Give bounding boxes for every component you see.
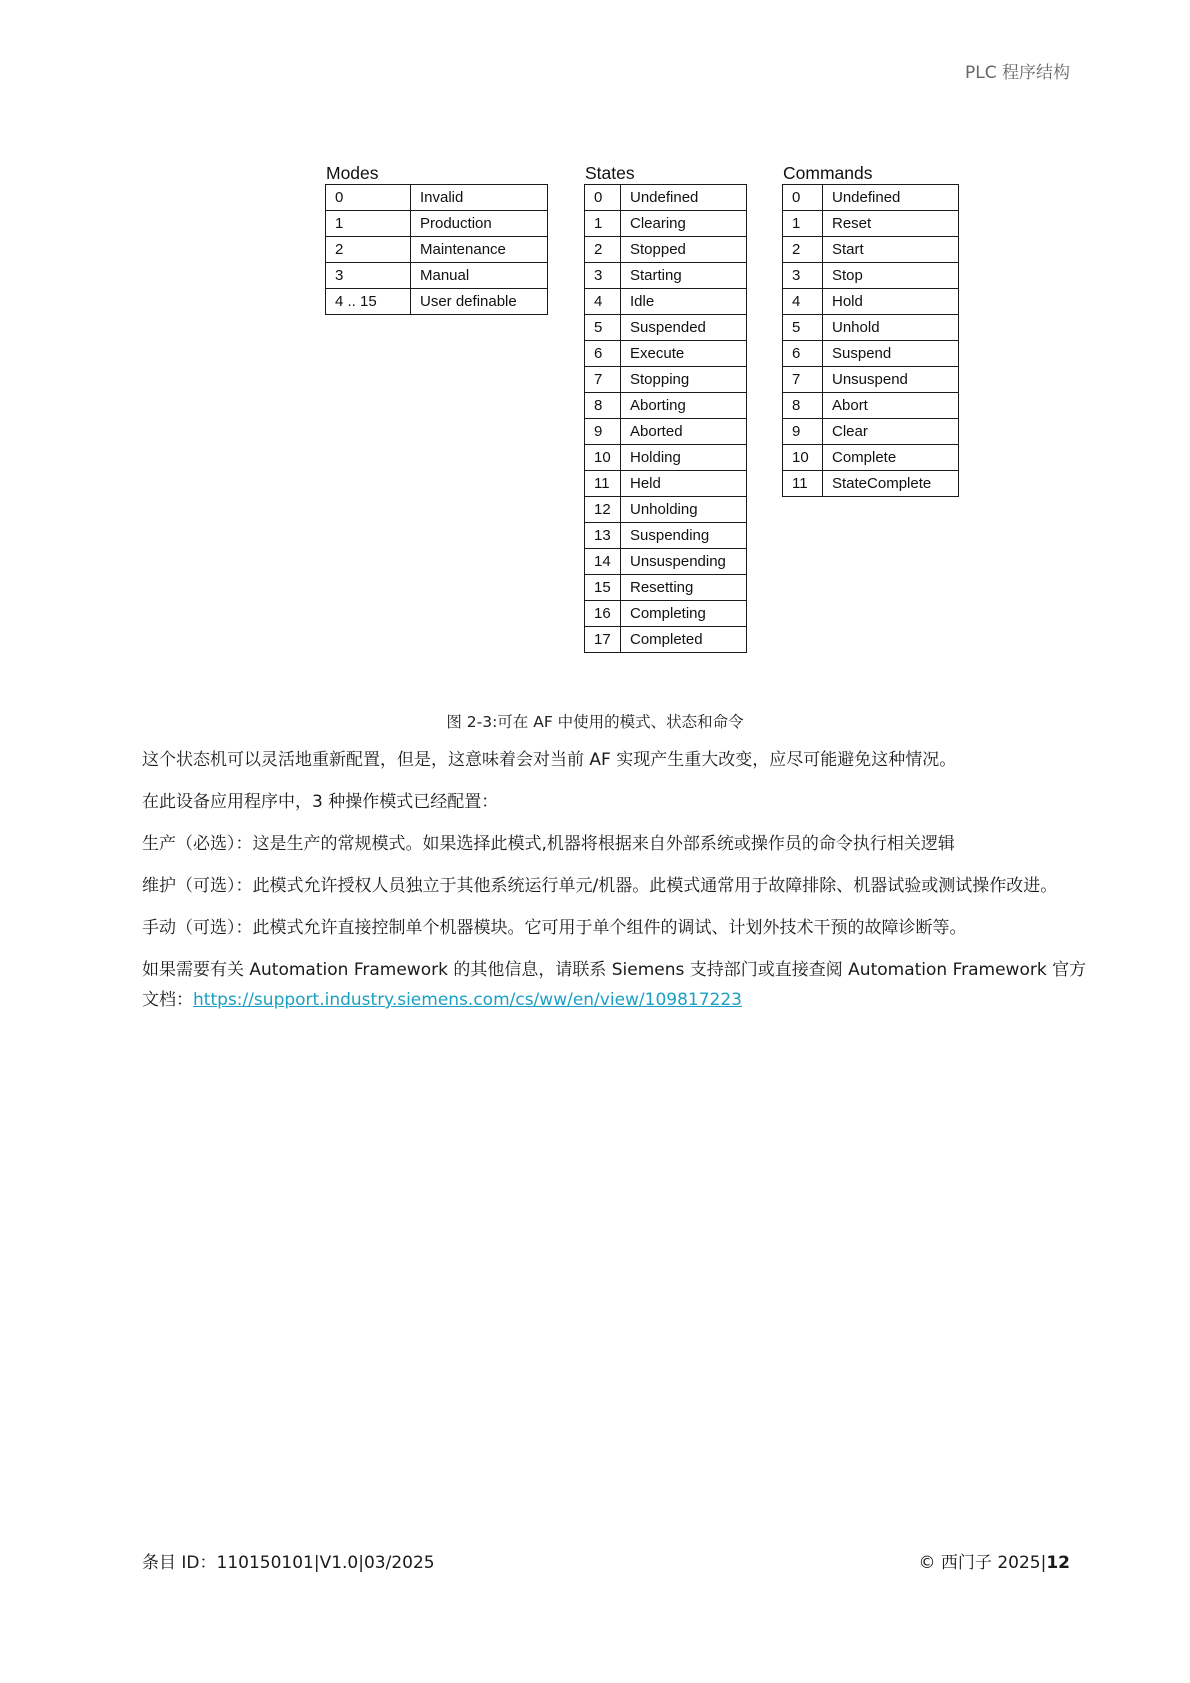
states-label: Starting — [621, 263, 747, 289]
commands-code: 8 — [783, 393, 823, 419]
states-row — [585, 263, 747, 289]
commands-row — [783, 393, 959, 419]
commands-label: Abort — [823, 393, 959, 419]
states-row — [585, 289, 747, 315]
paragraph-1: 这个状态机可以灵活地重新配置，但是，这意味着会对当前 AF 实现产生重大改变，应尽可能避免这种情况。 — [142, 750, 957, 770]
commands-label: Suspend — [823, 341, 959, 367]
states-code: 12 — [585, 497, 621, 523]
commands-label: Undefined — [823, 185, 959, 211]
modes-title: Modes — [326, 163, 379, 183]
commands-table-block — [782, 162, 959, 497]
states-label: Stopped — [621, 237, 747, 263]
states-row — [585, 419, 747, 445]
commands-row — [783, 419, 959, 445]
paragraph-6-text: 如果需要有关 Automation Framework 的其他信息，请联系 Siemens 支持部门或直接查阅 Automation Framework 官方文档： — [142, 960, 1087, 1010]
states-code: 8 — [585, 393, 621, 419]
modes-row — [326, 237, 548, 263]
states-row — [585, 497, 747, 523]
states-row — [585, 367, 747, 393]
states-label: Suspended — [621, 315, 747, 341]
commands-code: 1 — [783, 211, 823, 237]
paragraph-5: 手动（可选）：此模式允许直接控制单个机器模块。它可用于单个组件的调试、计划外技术干预的故障诊断等。 — [142, 918, 967, 938]
states-row — [585, 445, 747, 471]
states-row — [585, 471, 747, 497]
commands-label: Complete — [823, 445, 959, 471]
commands-table — [782, 184, 959, 497]
commands-label: Hold — [823, 289, 959, 315]
states-row — [585, 341, 747, 367]
states-row — [585, 523, 747, 549]
footer-copyright — [919, 1548, 1070, 1573]
commands-label: Unsuspend — [823, 367, 959, 393]
states-label: Completed — [621, 627, 747, 653]
modes-row — [326, 263, 548, 289]
modes-label: Manual — [411, 263, 548, 289]
states-code: 17 — [585, 627, 621, 653]
states-table — [584, 184, 747, 653]
modes-label: Invalid — [411, 185, 548, 211]
states-code: 9 — [585, 419, 621, 445]
states-label: Resetting — [621, 575, 747, 601]
states-row — [585, 601, 747, 627]
modes-row — [326, 211, 548, 237]
commands-code: 5 — [783, 315, 823, 341]
page-header-title: PLC 程序结构 — [965, 63, 1070, 83]
paragraph-4: 维护（可选）：此模式允许授权人员独立于其他系统运行单元/机器。此模式通常用于故障排除、机器试验或测试操作改进。 — [142, 876, 1058, 896]
modes-row — [326, 185, 548, 211]
modes-code: 4 .. 15 — [326, 289, 411, 315]
states-label: Aborted — [621, 419, 747, 445]
commands-label: Start — [823, 237, 959, 263]
states-row — [585, 549, 747, 575]
states-code: 10 — [585, 445, 621, 471]
states-code: 13 — [585, 523, 621, 549]
commands-label: Unhold — [823, 315, 959, 341]
commands-code: 9 — [783, 419, 823, 445]
states-label: Suspending — [621, 523, 747, 549]
states-row — [585, 393, 747, 419]
body-text — [142, 745, 1102, 1027]
states-code: 5 — [585, 315, 621, 341]
footer-copyright-text: © 西门子 2025| — [918, 1553, 1047, 1573]
states-code: 16 — [585, 601, 621, 627]
paragraph-6 — [142, 955, 1102, 1015]
paragraph-2: 在此设备应用程序中，3 种操作模式已经配置： — [142, 792, 499, 812]
states-table-block — [584, 162, 747, 653]
commands-row — [783, 445, 959, 471]
modes-code: 3 — [326, 263, 411, 289]
states-label: Aborting — [621, 393, 747, 419]
commands-row — [783, 341, 959, 367]
commands-code: 0 — [783, 185, 823, 211]
states-label: Held — [621, 471, 747, 497]
commands-label: Stop — [823, 263, 959, 289]
commands-row — [783, 367, 959, 393]
states-row — [585, 211, 747, 237]
states-label: Completing — [621, 601, 747, 627]
commands-row — [783, 237, 959, 263]
commands-code: 7 — [783, 367, 823, 393]
commands-row — [783, 211, 959, 237]
states-code: 15 — [585, 575, 621, 601]
figure-tables — [0, 162, 1190, 702]
commands-label: Clear — [823, 419, 959, 445]
commands-label: StateComplete — [823, 471, 959, 497]
modes-code: 2 — [326, 237, 411, 263]
states-label: Undefined — [621, 185, 747, 211]
states-row — [585, 185, 747, 211]
commands-code: 2 — [783, 237, 823, 263]
states-label: Clearing — [621, 211, 747, 237]
commands-title: Commands — [783, 163, 873, 183]
states-code: 3 — [585, 263, 621, 289]
modes-label: User definable — [411, 289, 548, 315]
states-label: Execute — [621, 341, 747, 367]
states-code: 1 — [585, 211, 621, 237]
states-row — [585, 315, 747, 341]
footer-entry-id: 条目 ID：110150101|V1.0|03/2025 — [142, 1553, 435, 1573]
commands-row — [783, 471, 959, 497]
modes-label: Production — [411, 211, 548, 237]
modes-label: Maintenance — [411, 237, 548, 263]
commands-label: Reset — [823, 211, 959, 237]
states-label: Unholding — [621, 497, 747, 523]
modes-code: 1 — [326, 211, 411, 237]
modes-row — [326, 289, 548, 315]
states-label: Idle — [621, 289, 747, 315]
commands-code: 11 — [783, 471, 823, 497]
states-code: 11 — [585, 471, 621, 497]
states-code: 0 — [585, 185, 621, 211]
modes-table-block — [325, 162, 548, 315]
paragraph-3: 生产（必选）：这是生产的常规模式。如果选择此模式,机器将根据来自外部系统或操作员的命令执行相关逻辑 — [142, 834, 955, 854]
states-row — [585, 627, 747, 653]
commands-code: 6 — [783, 341, 823, 367]
states-label: Holding — [621, 445, 747, 471]
states-code: 7 — [585, 367, 621, 393]
commands-row — [783, 315, 959, 341]
commands-code: 4 — [783, 289, 823, 315]
states-label: Unsuspending — [621, 549, 747, 575]
states-row — [585, 575, 747, 601]
modes-code: 0 — [326, 185, 411, 211]
states-code: 2 — [585, 237, 621, 263]
states-row — [585, 237, 747, 263]
figure-caption: 图 2-3:可在 AF 中使用的模式、状态和命令 — [446, 713, 744, 731]
commands-code: 3 — [783, 263, 823, 289]
page-number: 12 — [1046, 1553, 1070, 1573]
commands-row — [783, 263, 959, 289]
states-title: States — [585, 163, 635, 183]
states-code: 14 — [585, 549, 621, 575]
support-link[interactable]: https://support.industry.siemens.com/cs/ww/en/view/109817223 — [193, 990, 742, 1010]
states-code: 6 — [585, 341, 621, 367]
commands-code: 10 — [783, 445, 823, 471]
states-label: Stopping — [621, 367, 747, 393]
commands-row — [783, 289, 959, 315]
states-code: 4 — [585, 289, 621, 315]
commands-row — [783, 185, 959, 211]
modes-table — [325, 184, 548, 315]
